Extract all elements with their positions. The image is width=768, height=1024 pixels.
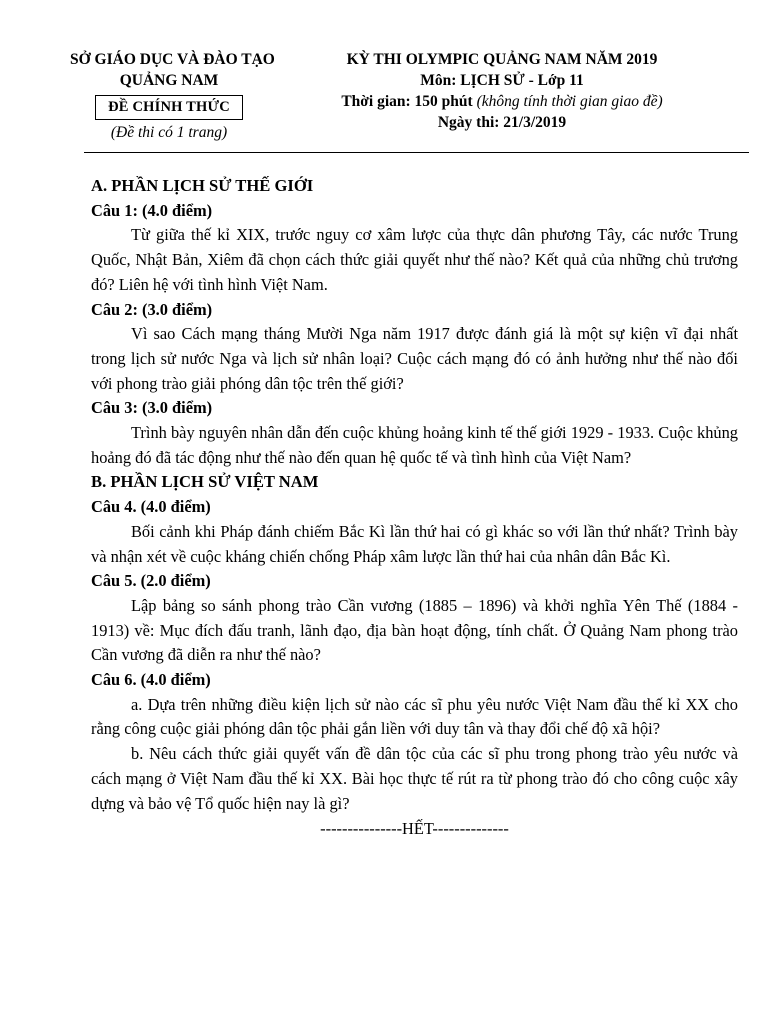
question-title: Câu 5. (2.0 điểm) bbox=[91, 571, 211, 591]
header-divider bbox=[84, 152, 749, 153]
question-text-part-b: b. Nêu cách thức giải quyết vấn đề dân tộc của các sĩ phu trong phong trào yêu nước và cách mạng ở Việt Nam đầu thế kỉ XX. Bài học thực tế rút ra từ phong trào đó cho công cuộc xây dựng và bảo vệ Tổ quốc hiện nay là gì? bbox=[91, 744, 738, 813]
question-title: Câu 6. (4.0 điểm) bbox=[91, 670, 211, 690]
question-text: Từ giữa thế kỉ XIX, trước nguy cơ xâm lược của thực dân phương Tây, các nước Trung Quốc, Nhật Bản, Xiêm đã chọn cách thức giải quyết như thế nào? Kết quả của những chủ trương đó? Liên hệ với tình hình Việt Nam. bbox=[91, 225, 738, 294]
exam-subject: Môn: LỊCH SỬ - Lớp 11 bbox=[420, 72, 584, 89]
exam-content bbox=[91, 174, 738, 842]
question-text: Lập bảng so sánh phong trào Cần vương (1885 – 1896) và khởi nghĩa Yên Thế (1884 - 1913) về: Mục đích đấu tranh, lãnh đạo, địa bàn hoạt động, tính chất. Ở Quảng Nam phong trào Cần vương đã diễn ra như thế nào? bbox=[91, 595, 738, 665]
question-title: Câu 2: (3.0 điểm) bbox=[91, 299, 213, 319]
exam-duration-label: Thời gian: 150 phút bbox=[341, 93, 473, 110]
question-text-part-a: a. Dựa trên những điều kiện lịch sử nào các sĩ phu yêu nước Việt Nam đầu thế kỉ XX cho rằng công cuộc giải phóng dân tộc phải gắn liền với duy tân và thay đổi chế độ xã hội? bbox=[91, 694, 738, 739]
page-count-note: (Đề thi có 1 trang) bbox=[110, 124, 228, 141]
exam-info-block bbox=[318, 49, 686, 133]
section-title-world-history: A. PHẦN LỊCH SỬ THẾ GIỚI bbox=[91, 176, 314, 195]
section-title-vietnam-history: B. PHẦN LỊCH SỬ VIỆT NAM bbox=[91, 472, 319, 492]
official-exam-badge: ĐỀ CHÍNH THỨC bbox=[95, 95, 243, 120]
exam-duration bbox=[318, 91, 686, 112]
issuer-block bbox=[70, 49, 275, 143]
question-text: Bối cảnh khi Pháp đánh chiếm Bắc Kì lần thứ hai có gì khác so với lần thứ nhất? Trình bày và nhận xét về cuộc kháng chiến chống Pháp xâm lược lần thứ hai của nhân dân Bắc Kì. bbox=[91, 521, 738, 566]
question-text: Trình bày nguyên nhân dẫn đến cuộc khủng hoảng kinh tế thế giới 1929 - 1933. Cuộc khủng hoảng đó đã tác động như thế nào đến quan hệ quốc tế và tình hình của Việt Nam? bbox=[91, 423, 738, 467]
issuer-department: SỞ GIÁO DỤC VÀ ĐÀO TẠO bbox=[70, 51, 275, 68]
end-of-exam-mark: ---------------HẾT-------------- bbox=[320, 819, 509, 839]
exam-date: Ngày thi: 21/3/2019 bbox=[437, 114, 567, 131]
question-text: Vì sao Cách mạng tháng Mười Nga năm 1917 được đánh giá là một sự kiện vĩ đại nhất trong lịch sử nước Nga và lịch sử nhân loại? Cuộc cách mạng đó có ảnh hưởng như thế nào đối với phong trào giải phóng dân tộc trên thế giới? bbox=[91, 324, 738, 393]
issuer-province: QUẢNG NAM bbox=[119, 72, 219, 89]
exam-duration-note: (không tính thời gian giao đề) bbox=[476, 93, 663, 110]
question-title: Câu 4. (4.0 điểm) bbox=[91, 497, 211, 517]
question-title: Câu 1: (4.0 điểm) bbox=[91, 200, 213, 220]
exam-title: KỲ THI OLYMPIC QUẢNG NAM NĂM 2019 bbox=[346, 51, 658, 68]
question-title: Câu 3: (3.0 điểm) bbox=[91, 398, 213, 418]
